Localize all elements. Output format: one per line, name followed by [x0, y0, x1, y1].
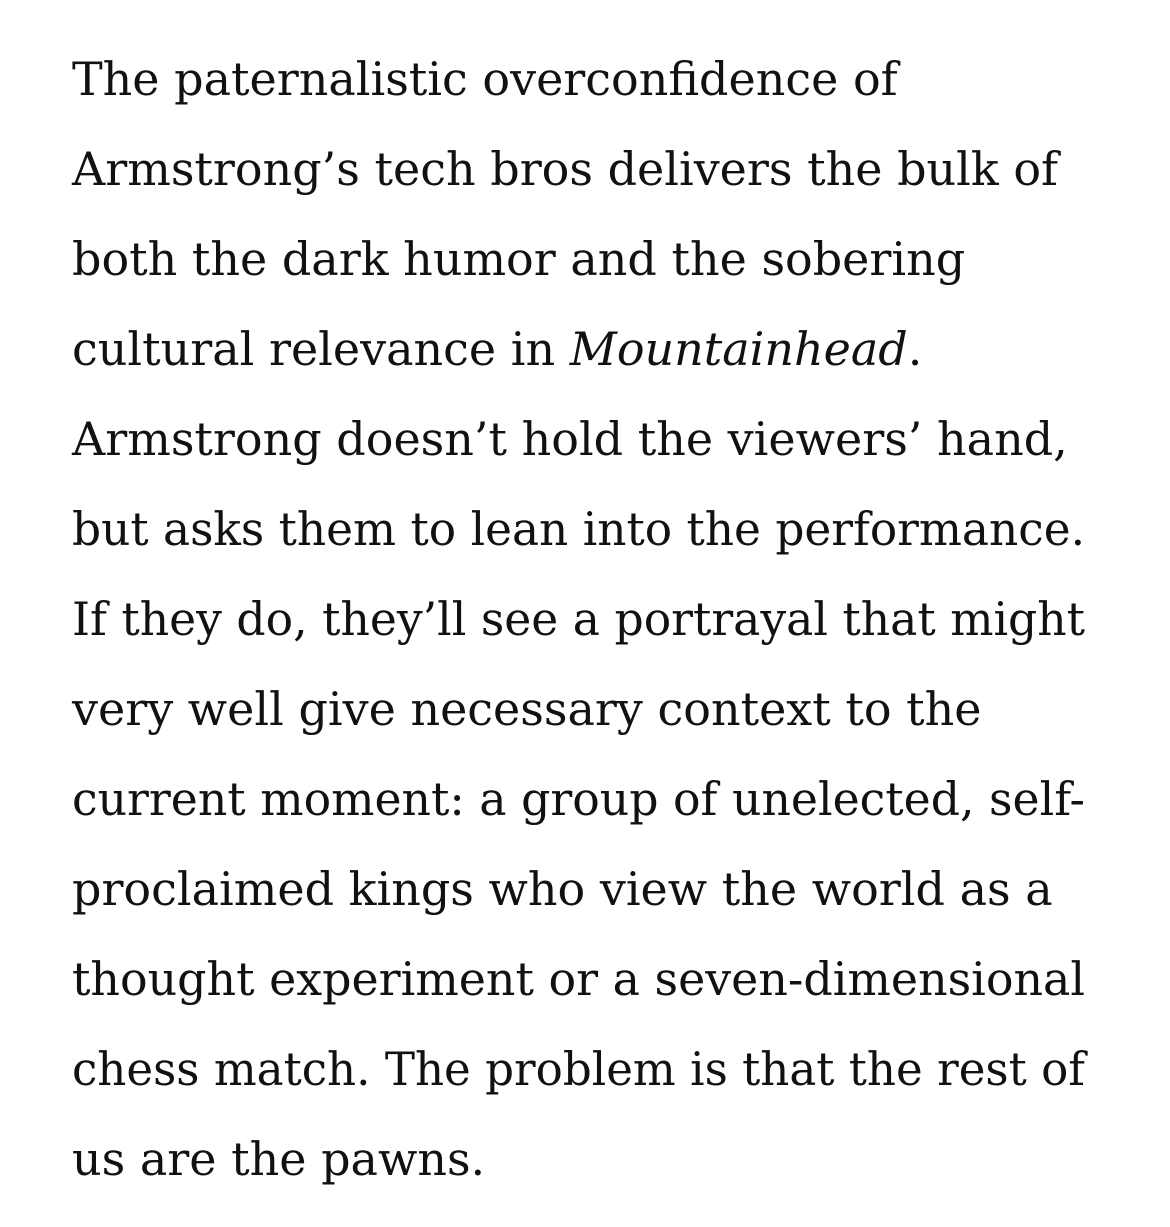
paragraph-line-9: current moment: a group of unelected, self-	[72, 772, 1085, 826]
paragraph-line-10: proclaimed kings who view the world as a	[72, 862, 1053, 916]
paragraph-line-4-end: .	[907, 322, 923, 376]
paragraph-line-11: thought experiment or a seven-dimensional	[72, 952, 1086, 1006]
film-title: Mountainhead	[569, 322, 908, 376]
paragraph-line-12: chess match. The problem is that the rest of	[72, 1042, 1086, 1096]
paragraph-line-2: Armstrong’s tech bros delivers the bulk of	[72, 142, 1059, 196]
paragraph-line-8: very well give necessary context to the	[72, 682, 982, 736]
paragraph-line-1: The paternalistic overconfidence of	[72, 52, 898, 106]
paragraph-line-7: If they do, they’ll see a portrayal that might	[72, 592, 1086, 646]
article-paragraph	[72, 34, 1112, 1204]
paragraph-line-5: Armstrong doesn’t hold the viewers’ hand,	[72, 412, 1068, 466]
paragraph-line-4	[72, 304, 1112, 394]
paragraph-line-13: us are the pawns.	[72, 1132, 486, 1186]
paragraph-line-3: both the dark humor and the sobering	[72, 232, 966, 286]
paragraph-line-6: but asks them to lean into the performance.	[72, 502, 1086, 556]
paragraph-line-4-lead: cultural relevance in	[72, 322, 570, 376]
